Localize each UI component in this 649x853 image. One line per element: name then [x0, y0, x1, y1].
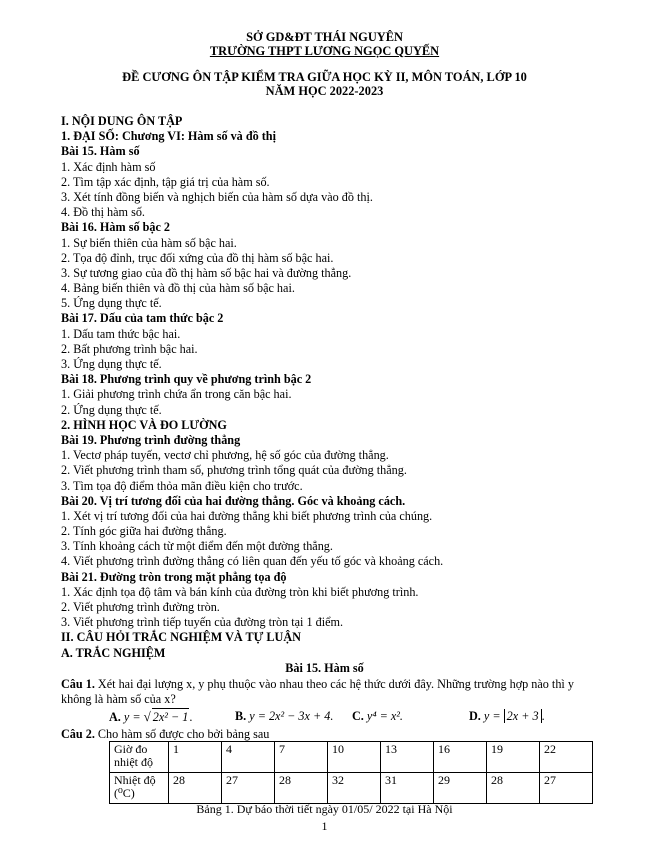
outline-heading: Bài 19. Phương trình đường thẳng — [61, 432, 241, 447]
outline-item: 4. Đồ thị hàm số. — [61, 205, 145, 220]
outline-heading: 2. HÌNH HỌC VÀ ĐO LƯỜNG — [61, 417, 227, 432]
outline-item: 2. Viết phương trình đường tròn. — [61, 600, 220, 614]
table-cell: 16 — [434, 742, 487, 773]
outline-item: 2. Ứng dụng thực tế. — [61, 402, 162, 417]
outline-item: 2. Tọa độ đỉnh, trục đối xứng của đồ thị hàm số bậc hai. — [61, 250, 334, 265]
table-header-cell: Giờ đo nhiệt độ — [110, 742, 169, 773]
table-cell: 10 — [328, 742, 381, 773]
option-a-end: . — [189, 710, 193, 724]
outline-item: 2. Tính góc giữa hai đường thẳng. — [61, 524, 227, 539]
question-1-label: Câu 1. — [61, 677, 95, 691]
table-cell: 7 — [275, 742, 328, 773]
school-year: NĂM HỌC 2022-2023 — [265, 84, 384, 98]
outline-heading: Bài 15. Hàm số — [61, 144, 140, 159]
option-c-label: C. — [352, 709, 364, 723]
outline-heading: 1. ĐẠI SỐ: Chương VI: Hàm số và đồ thị — [61, 129, 276, 144]
page-number: 1 — [321, 819, 328, 833]
table-cell: 27 — [222, 773, 275, 804]
option-a-radicand: 2x² − 1 — [152, 710, 189, 724]
outline-item: 3. Sự tương giao của đồ thị hàm số bậc hai và đường thẳng. — [61, 265, 352, 280]
option-d-end: . — [541, 709, 545, 723]
table-cell: 29 — [434, 773, 487, 804]
table-cell: 1 — [169, 742, 222, 773]
outline-item: 3. Xét tính đồng biến và nghịch biến của hàm số dựa vào đồ thị. — [61, 189, 373, 204]
question-1-options — [109, 708, 629, 725]
outline-item: 4. Viết phương trình đường thẳng có liên quan đến yếu tố góc và khoảng cách. — [61, 554, 444, 569]
option-a-lhs: y = — [123, 710, 144, 724]
option-a[interactable]: A. y = √ 2x² − 1. — [109, 709, 193, 724]
question-2-text: Cho hàm số được cho bởi bảng sau — [94, 727, 270, 741]
outline-item: 3. Ứng dụng thực tế. — [61, 357, 162, 371]
table-cell: 4 — [222, 742, 275, 773]
option-d-label: D. — [469, 709, 481, 723]
section-heading: Bài 15. Hàm số — [285, 661, 364, 675]
outline-item: 1. Xác định tọa độ tâm và bán kính của đường tròn khi biết phương trình. — [61, 584, 419, 599]
outline-item: 2. Bất phương trình bậc hai. — [61, 341, 198, 356]
outline-item: 1. Vectơ pháp tuyến, vectơ chỉ phương, hệ số góc của đường thẳng. — [61, 448, 389, 463]
table-cell: 13 — [381, 742, 434, 773]
school-name: TRƯỜNG THPT LƯƠNG NGỌC QUYẾN — [209, 44, 440, 58]
table-cell: 19 — [487, 742, 540, 773]
question-2 — [61, 727, 269, 741]
outline-item: 2. Tìm tập xác định, tập giá trị của hàm số. — [61, 174, 270, 189]
outline-heading: Bài 17. Dấu của tam thức bậc 2 — [61, 311, 224, 326]
option-d-abs: 2x + 3 — [504, 709, 542, 723]
outline-content — [61, 114, 591, 661]
question-1-text-cont: không là hàm số của x? — [61, 692, 176, 707]
table-row — [110, 773, 593, 804]
option-c[interactable] — [352, 708, 403, 725]
document-title: ĐỀ CƯƠNG ÔN TẬP KIỂM TRA GIỮA HỌC KỲ II, MÔN TOÁN, LỚP 10 — [122, 70, 527, 84]
option-d[interactable] — [469, 708, 545, 725]
outline-item: 1. Xác định hàm số — [61, 159, 156, 174]
option-b-label: B. — [235, 709, 247, 723]
table-caption: Bảng 1. Dự báo thời tiết ngày 01/05/ 2022 tại Hà Nội — [196, 802, 453, 816]
table-cell: 27 — [540, 773, 593, 804]
outline-item: 3. Viết phương trình tiếp tuyến của đường tròn tại 1 điểm. — [61, 615, 344, 630]
option-c-expr: y⁴ = x². — [366, 709, 403, 723]
outline-heading: I. NỘI DUNG ÔN TẬP — [61, 114, 183, 128]
outline-item: 1. Xét vị trí tương đối của hai đường thẳng khi biết phương trình của chúng. — [61, 508, 433, 523]
table-cell: 28 — [275, 773, 328, 804]
outline-heading: Bài 16. Hàm số bậc 2 — [61, 220, 171, 235]
option-b[interactable] — [235, 708, 333, 725]
question-1-text: Xét hai đại lượng x, y phụ thuộc vào nhau theo các hệ thức dưới đây. Những trường hợp nào thì y — [94, 677, 574, 691]
option-b-expr: y = 2x² − 3x + 4. — [249, 709, 334, 723]
table-cell: 22 — [540, 742, 593, 773]
table-cell: 28 — [169, 773, 222, 804]
outline-heading: II. CÂU HỎI TRẮC NGHIỆM VÀ TỰ LUẬN — [61, 630, 301, 645]
table-row — [110, 742, 593, 773]
table-cell: 28 — [487, 773, 540, 804]
outline-item: 1. Sự biến thiên của hàm số bậc hai. — [61, 235, 237, 250]
question-1 — [61, 677, 601, 707]
temperature-table — [109, 741, 593, 804]
outline-heading: Bài 21. Đường tròn trong mặt phẳng tọa độ — [61, 569, 287, 584]
outline-heading: A. TRẮC NGHIỆM — [61, 645, 166, 660]
outline-item: 1. Giải phương trình chứa ẩn trong căn bậc hai. — [61, 387, 292, 402]
outline-heading: Bài 20. Vị trí tương đối của hai đường thẳng. Góc và khoảng cách. — [61, 493, 406, 508]
option-a-label: A. — [109, 710, 121, 724]
question-2-label: Câu 2. — [61, 727, 95, 741]
table-cell: 31 — [381, 773, 434, 804]
table-cell: 32 — [328, 773, 381, 804]
outline-item: 3. Tìm tọa độ điểm thỏa mãn điều kiện cho trước. — [61, 478, 303, 493]
option-d-lhs: y = — [483, 709, 504, 723]
table-header-cell: Nhiệt độ (⁰C) — [110, 773, 169, 804]
outline-item: 2. Viết phương trình tham số, phương trình tổng quát của đường thẳng. — [61, 463, 407, 478]
outline-item: 1. Dấu tam thức bậc hai. — [61, 326, 181, 341]
outline-item: 5. Ứng dụng thực tế. — [61, 296, 162, 311]
outline-item: 3. Tính khoảng cách từ một điểm đến một đường thẳng. — [61, 539, 333, 554]
outline-item: 4. Bảng biến thiên và đồ thị của hàm số bậc hai. — [61, 281, 295, 296]
department-name: SỞ GD&ĐT THÁI NGUYÊN — [246, 30, 403, 44]
outline-heading: Bài 18. Phương trình quy về phương trình bậc 2 — [61, 372, 312, 387]
